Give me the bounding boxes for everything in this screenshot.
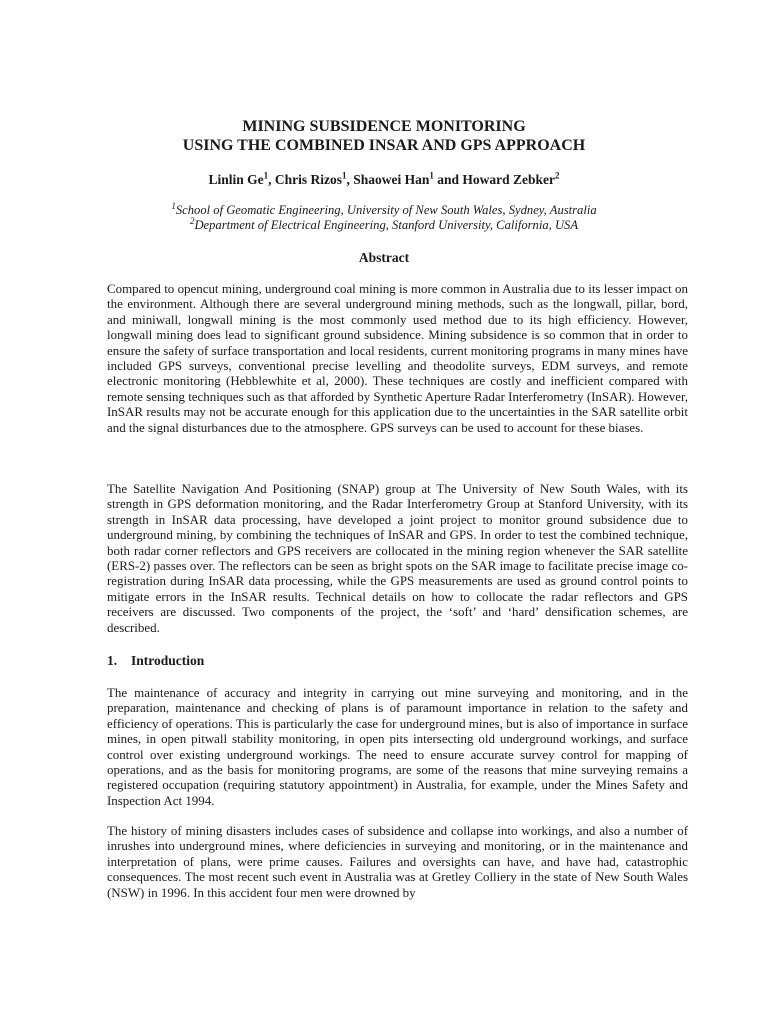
abstract-paragraph: The Satellite Navigation And Positioning (SNAP) group at The University of New South Wales, with its strength in GPS deformation monitoring, and the Radar Interferometry Group at Stanford University, with its strength in InSAR data processing, have developed a joint project to monitor ground subsidence due to underground mining, by combining the techniques of InSAR and GPS. In order to test the combined technique, both radar corner reflectors and GPS receivers are collocated in the mining region whenever the SAR satellite (ERS-2) passes over. The reflectors can be seen as bright spots on the SAR image to facilitate precise image co-registration during InSAR data processing, while the GPS measurements are used as ground control points to mitigate errors in the InSAR results. Technical details on how to collocate the radar reflectors and GPS receivers are discussed. Two components of the project, the ‘soft’ and ‘hard’ densification schemes, are described. [107, 481, 688, 635]
section-title: Introduction [131, 653, 205, 668]
affiliation-2: $^2$Department of Electrical Engineering, Stanford University, California, USA [189, 215, 579, 232]
abstract-heading: Abstract [358, 250, 410, 265]
author-list [0, 171, 768, 189]
author-2: Chris Rizos$^1$, [274, 170, 354, 187]
section-number: 1. [107, 653, 118, 668]
section-heading-introduction [107, 652, 204, 670]
body-paragraph: The maintenance of accuracy and integrity in carrying out mine surveying and monitoring, and in the preparation, maintenance and checking of plans is of paramount importance in relation to the safety and efficiency of operations. This is particularly the case for underground mines, but is also of importance in surface mines, in open pitwall stability monitoring, in open pits intersecting old underground workings, and surface control over existing underground workings. The need to ensure accurate survey control for mapping of operations, and as the basis for monitoring programs, are some of the reasons that mine surveying remains a registered occupation (requiring statutory appointment) in Australia, for example, under the Mines Safety and Inspection Act 1994. [107, 685, 688, 808]
author-3: Shaowei Han$^1$ and [353, 170, 463, 187]
paper-title-line-1: MINING SUBSIDENCE MONITORING [242, 118, 526, 135]
abstract-paragraph: Compared to opencut mining, underground coal mining is more common in Australia due to its lesser impact on the environment. Although there are several underground mining methods, such as the longwall, pillar, bord, and miniwall, longwall mining is the most commonly used method due to its high efficiency. However, longwall mining does lead to significant ground subsidence. Mining subsidence is so common that in order to ensure the safety of surface transportation and local residents, current monitoring programs in many mines have included GPS surveys, conventional precise levelling and theodolite surveys, EDM surveys, and remote electronic monitoring (Hebblewhite et al, 2000). These techniques are costly and inefficient compared with remote sensing techniques such as that afforded by Synthetic Aperture Radar Interferometry (InSAR). However, InSAR results may not be accurate enough for this application due to the uncertainties in the SAR satellite orbit and the signal disturbances due to the atmosphere. GPS surveys can be used to account for these biases. [107, 281, 688, 435]
body-paragraph: The history of mining disasters includes cases of subsidence and collapse into workings, and also a number of inrushes into underground mines, where deficiencies in surveying and monitoring, or in the maintenance and interpretation of plans, were prime causes. Failures and oversights can have, and have had, catastrophic consequences. The most recent such event in Australia was at Gretley Colliery in the state of New South Wales (NSW) in 1996. In this accident four men were drowned by [107, 823, 688, 900]
author-4: Howard Zebker$^2$ [462, 170, 560, 187]
paper-title-line-2: USING THE COMBINED INSAR AND GPS APPROACH [182, 137, 586, 154]
author-1: Linlin Ge$^1$, [208, 170, 275, 187]
affiliation-1: $^1$School of Geomatic Engineering, University of New South Wales, Sydney, Australia [171, 200, 597, 217]
